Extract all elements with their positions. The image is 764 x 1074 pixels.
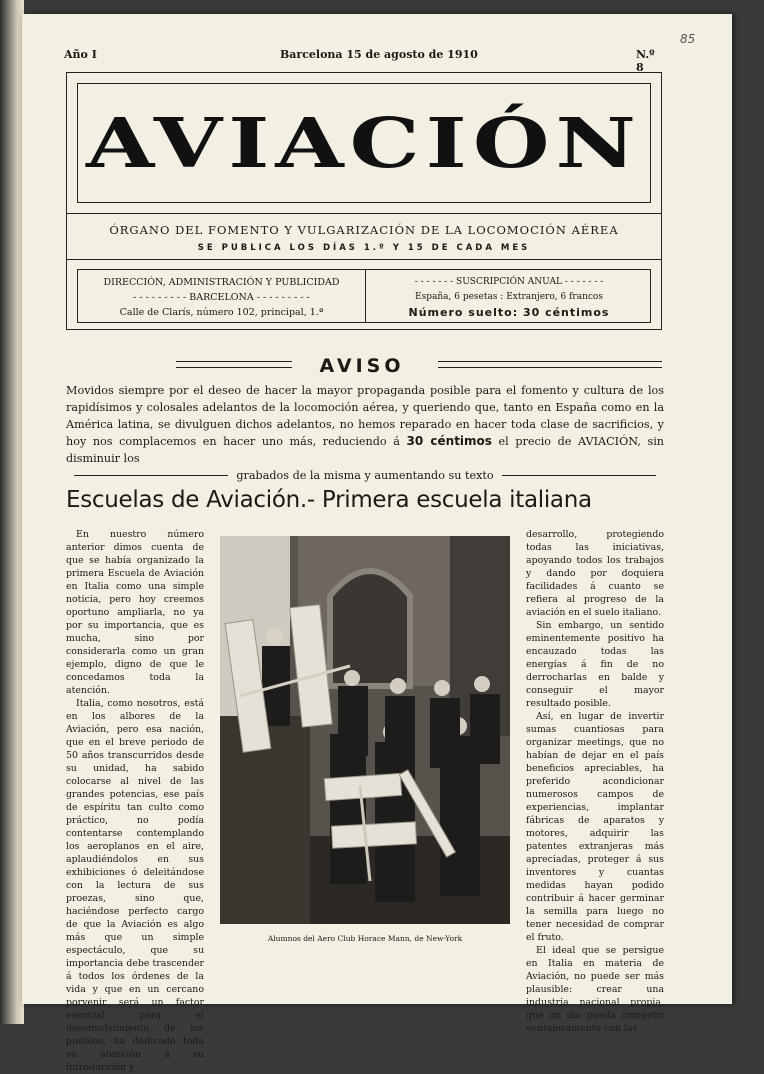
office-info <box>78 270 366 322</box>
aviso-heading <box>176 356 662 378</box>
aviso-last-line <box>66 467 664 484</box>
publication-frequency: SE PUBLICA LOS DÍAS 1.º Y 15 DE CADA MES <box>197 243 531 253</box>
article-photo <box>220 536 510 924</box>
paragraph: desarrollo, protegiendo todas las iniciativas, apoyando todos los trabajos y dando por doquiera facilidades á cuanto se refiera al progreso de la aviación en el suelo italiano. <box>526 529 664 618</box>
aviso-rule-left <box>176 361 292 368</box>
single-issue-price: Número suelto: 30 céntimos <box>408 306 610 319</box>
issue-number: N.º 8 <box>636 48 655 74</box>
masthead-rule <box>67 213 661 214</box>
office-line: - - - - - - - - - BARCELONA - - - - - - - - - <box>133 292 310 303</box>
photo-illustration <box>220 536 510 924</box>
year-label: Año I <box>64 48 97 61</box>
paragraph: El ideal que se persigue en Italia en materia de Aviación, no puede ser más plausible: crear una industria nacional propia, que un día pueda competir ventajosamente con las <box>526 945 664 1034</box>
paragraph: Sin embargo, un sentido eminentemente positivo ha encauzado todas las energías á fin de no derrocharlas en balde y conseguir el mayor resultado posible. <box>526 620 664 709</box>
aviso-rule-right <box>438 361 662 368</box>
office-line: DIRECCIÓN, ADMINISTRACIÓN Y PUBLICIDAD <box>103 277 340 288</box>
handwritten-page-number: 85 <box>680 32 696 46</box>
office-address: Calle de Clarís, número 102, principal, 1.ª <box>119 307 324 318</box>
paragraph: Así, en lugar de invertir sumas cuantiosas para organizar meetings, que no habían de dejar en el país beneficios apreciables, ha preferido acondicionar numerosos campos de experiencias, implantar fábricas de aparatos y motores, adquirir las patentes extranjeras más apreciadas, proteger á sus inventores y cuantas medidas hayan podido contribuir á hacer germinar la semilla para luego no tener necesidad de comprar el fruto. <box>526 711 664 943</box>
aviso-title: AVISO <box>319 355 405 377</box>
article-left-column <box>66 528 204 1074</box>
masthead-rule <box>67 259 661 260</box>
subscription-prices: España, 6 pesetas : Extranjero, 6 francos <box>415 292 603 302</box>
article-right-column <box>526 528 664 1035</box>
aviso-text <box>66 382 664 484</box>
info-box <box>77 269 651 323</box>
aviso-body-cont: el precio de AVIACIÓN, sin disminuir los <box>66 435 664 465</box>
masthead <box>66 72 662 330</box>
dateline: Barcelona 15 de agosto de 1910 <box>280 48 478 61</box>
photo-caption: Alumnos del Aero Club Horace Mann, de New-York <box>267 934 463 943</box>
masthead-subtitle: ÓRGANO DEL FOMENTO Y VULGARIZACIÓN DE LA LOCOMOCIÓN AÉREA <box>109 223 619 237</box>
issue-header <box>64 48 664 74</box>
aviso-price: 30 céntimos <box>406 434 492 448</box>
book-spine-shadow <box>0 0 24 1024</box>
article-headline: Escuelas de Aviación.- Primera escuela italiana <box>66 487 592 513</box>
paragraph: Italia, como nosotros, está en los albores de la Aviación, pero esa nación, que en el breve periodo de 50 años transcurridos desde su unidad, ha sabido colocarse al nivel de las grandes potencias, ese país de espíritu tan culto como práctico, no podía contentarse contemplando los aeroplanos en el aire, aplaudiéndolos en sus exhibiciones ó deleitándose con la lectura de sus proezas, sino que, haciéndose perfecto cargo de que la Aviación es algo más que un simple espectáculo, que su importancia debe trascender á todos los órdenes de la vida y que en un cercano porvenir será un factor esencial para el desenvolvimiento de los pueblos, ha dedicado toda su atención á su introducción y <box>66 698 204 1073</box>
aviso-body: Movidos siempre por el deseo de hacer la mayor propaganda posible para el fomento y cultura de los rapidísimos y colosales adelantos de la locomoción aérea, y queriendo que, tanto en España como en la América latina, se divulguen dichos adelantos, no hemos reparado en hacer toda clase de sacrificios, y hoy nos complacemos en hacer uno más, reduciendo á <box>66 384 664 448</box>
subscription-info <box>368 270 650 322</box>
masthead-title: AVIACIÓN <box>86 102 642 184</box>
paragraph: En nuestro número anterior dimos cuenta de que se había organizado la primera Escuela de Aviación en Italia como una simple noticia, pero hoy creemos oportuno ampliarla, no ya por su importancia, que es mucha, sino por considerarla como un gran ejemplo, digno de que le concedamos toda la atención. <box>66 529 204 696</box>
title-box <box>77 83 651 203</box>
aviso-closing: grabados de la misma y aumentando su texto <box>236 469 494 482</box>
subscription-heading: - - - - - - - SUSCRIPCIÓN ANUAL - - - - - - - <box>414 277 604 287</box>
